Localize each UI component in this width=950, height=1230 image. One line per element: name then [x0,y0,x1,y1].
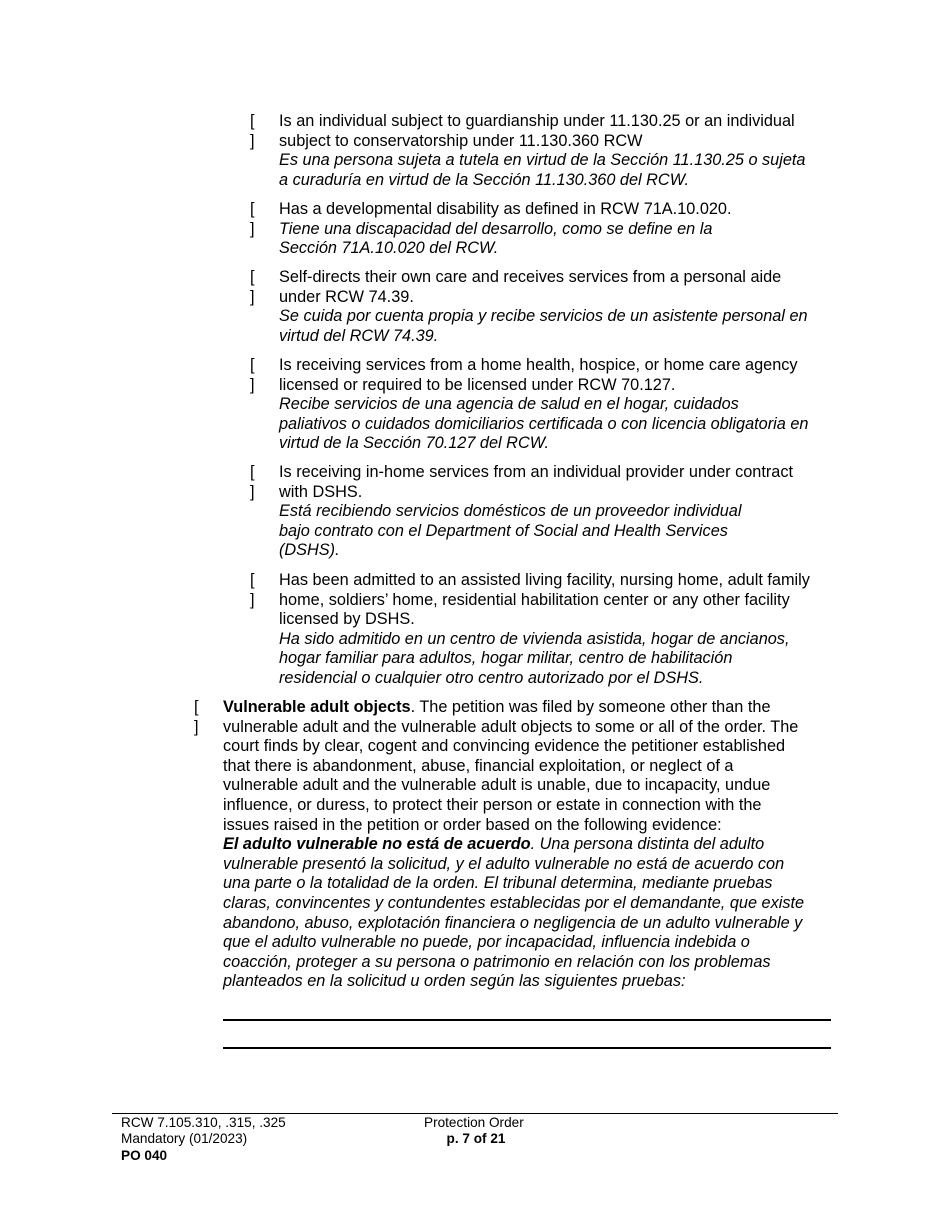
objects-es-line: coacción, proteger a su persona o patrimonio en relación con los problemas [223,952,771,971]
item-es-line: bajo contrato con el Department of Social and Health Services [279,521,728,540]
objects-es-first-rest: . Una persona distinta del adulto [530,835,765,854]
item-en-line: Self-directs their own care and receives services from a personal aide [279,268,782,286]
footer-statute: RCW 7.105.310, .315, .325 [121,1115,286,1130]
objects-en-line: influence, or duress, to protect their person or estate in connection with the [223,795,762,814]
objects-es-title: El adulto vulnerable no está de acuerdo [223,835,531,854]
footer-left [121,1115,286,1164]
objects-en-first-line [223,698,804,718]
objects-en-line: issues raised in the petition or order based on the following evidence: [223,815,722,834]
item-es-line: a curaduría en virtud de la Sección 11.130.360 del RCW. [279,170,689,189]
footer-page-number: p. 7 of 21 [446,1131,506,1147]
item-es-line: Recibe servicios de una agencia de salud en el hogar, cuidados [279,395,739,414]
evidence-line-1[interactable] [223,1019,831,1021]
objects-en-line: vulnerable adult and the vulnerable adult is unable, due to incapacity, undue [223,776,771,795]
item-en-line: Has a developmental disability as defined in RCW 71A.10.020. [279,200,732,218]
item-en-line: home, soldiers’ home, residential habilitation center or any other facility [279,590,790,609]
objects-es-line: que el adulto vulnerable no puede, por incapacidad, influencia indebida o [223,933,750,952]
item-es-line: virtud de la Sección 70.127 del RCW. [279,434,549,453]
checkbox[interactable]: [ ] [250,268,255,306]
item-en-line: Has been admitted to an assisted living facility, nursing home, adult family [279,571,810,589]
item-es-line: Tiene una discapacidad del desarrollo, como se define en la [279,219,713,238]
objects-en-first-rest: . The petition was filed by someone other than the [410,698,771,716]
footer-mandatory: Mandatory (01/2023) [121,1131,248,1147]
objects-title: Vulnerable adult objects [223,698,411,716]
footer-form-number: PO 040 [121,1147,168,1163]
objects-es-line: planteados en la solicitud u orden según las siguientes pruebas: [223,972,686,991]
item-es-line: residencial o cualquier otro centro autorizado por el DSHS. [279,668,704,687]
footer-center [424,1115,528,1148]
checkbox[interactable]: [ ] [250,200,255,238]
item-es-line: Sección 71A.10.020 del RCW. [279,239,499,258]
item-es-line: Es una persona sujeta a tutela en virtud de la Sección 11.130.25 o sujeta [279,151,806,170]
item-es-line: paliativos o cuidados domiciliarios certificada o con licencia obligatoria en [279,414,809,433]
checkbox[interactable]: [ ] [194,698,199,736]
checkbox[interactable]: [ ] [250,356,255,394]
item-es-line: Se cuida por cuenta propia y recibe servicios de un asistente personal en [279,307,808,326]
item-en-line: Is an individual subject to guardianship under 11.130.25 or an individual [279,112,795,130]
item-en-line: subject to conservatorship under 11.130.360 RCW [279,131,643,150]
item-es-line: Está recibiendo servicios domésticos de un proveedor individual [279,502,742,521]
checkbox[interactable]: [ ] [250,112,255,150]
objects-es-line: claras, convincentes y contundentes establecidas por el demandante, que existe [223,893,805,912]
item-es-line: (DSHS). [279,541,340,560]
item-es-line: hogar familiar para adultos, hogar militar, centro de habilitación [279,649,733,668]
checkbox[interactable]: [ ] [250,463,255,501]
evidence-line-2[interactable] [223,1047,831,1049]
objects-es-line: vulnerable presentó la solicitud, y el adulto vulnerable no está de acuerdo con [223,854,785,873]
item-en-line: licensed by DSHS. [279,610,415,629]
item-en-line: licensed or required to be licensed under RCW 70.127. [279,375,676,394]
objects-en-line: court finds by clear, cogent and convincing evidence the petitioner established [223,737,786,756]
item-en-line: Is receiving services from a home health, hospice, or home care agency [279,356,798,374]
checkbox[interactable]: [ ] [250,571,255,609]
item-en-line: under RCW 74.39. [279,287,414,306]
item-es-line: Ha sido admitido en un centro de vivienda asistida, hogar de ancianos, [279,629,790,648]
item-en-line: with DSHS. [279,482,363,501]
objects-es-first-line [223,835,804,855]
objects-en-line: vulnerable adult and the vulnerable adult objects to some or all of the order. The [223,717,799,736]
item-es-line: virtud del RCW 74.39. [279,326,439,345]
footer-form-title: Protection Order [424,1115,524,1130]
objects-es-line: abandono, abuso, explotación financiera o negligencia de un adulto vulnerable y [223,913,803,932]
objects-es-line: una parte o la totalidad de la orden. El tribunal determina, mediante pruebas [223,874,773,893]
objects-en-line: that there is abandonment, abuse, financial exploitation, or neglect of a [223,756,734,775]
footer-divider [112,1113,838,1114]
item-en-line: Is receiving in-home services from an individual provider under contract [279,463,793,481]
